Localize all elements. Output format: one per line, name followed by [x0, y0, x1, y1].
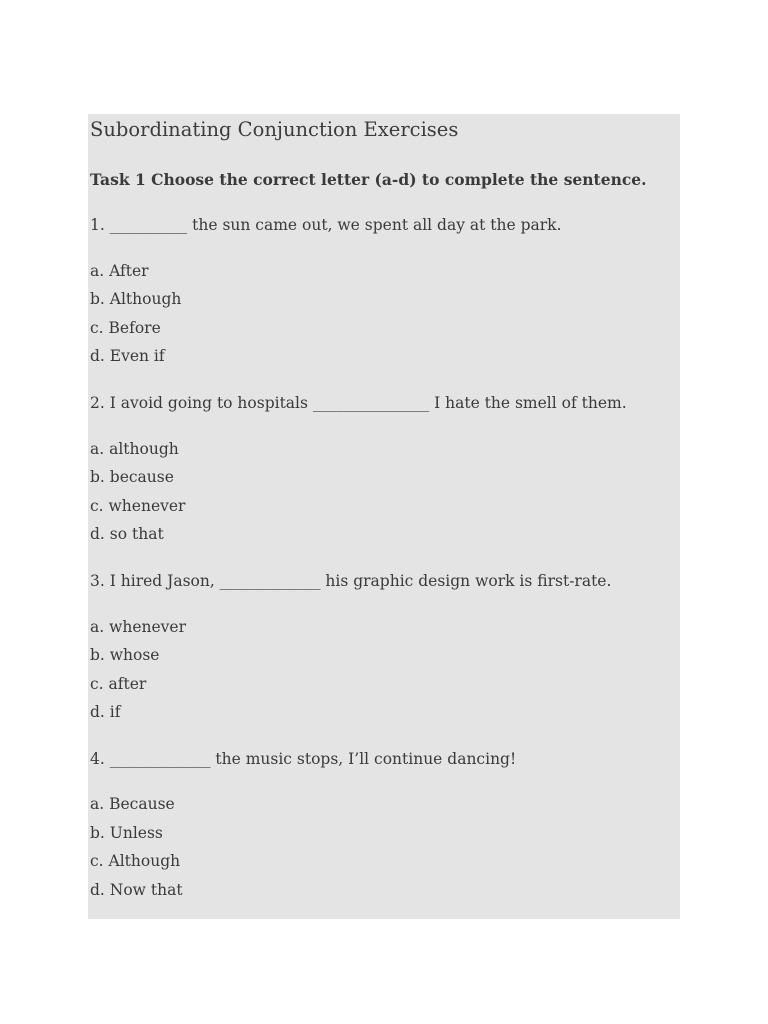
exercise-panel: [88, 114, 680, 919]
question-4-option-c: c. Although: [90, 852, 181, 870]
question-4-option-b: b. Unless: [90, 824, 163, 842]
question-1-option-c: c. Before: [90, 319, 161, 337]
question-4: 4. _____________ the music stops, I’ll continue dancing!: [90, 750, 517, 768]
question-1-option-b: b. Although: [90, 290, 182, 308]
question-2-option-b: b. because: [90, 468, 174, 486]
question-3-option-d: d. if: [90, 703, 121, 721]
question-1: 1. __________ the sun came out, we spent all day at the park.: [90, 216, 562, 234]
question-3-option-a: a. whenever: [90, 618, 187, 636]
question-3-option-c: c. after: [90, 675, 147, 693]
question-3: 3. I hired Jason, _____________ his graphic design work is first-rate.: [90, 572, 612, 590]
question-1-option-a: a. After: [90, 262, 149, 280]
question-1-option-d: d. Even if: [90, 347, 165, 365]
question-4-option-d: d. Now that: [90, 881, 183, 899]
question-2: 2. I avoid going to hospitals _______________ I hate the smell of them.: [90, 394, 627, 412]
page-title: Subordinating Conjunction Exercises: [90, 118, 459, 141]
question-2-option-d: d. so that: [90, 525, 164, 543]
question-4-option-a: a. Because: [90, 795, 175, 813]
question-2-option-c: c. whenever: [90, 497, 186, 515]
question-3-option-b: b. whose: [90, 646, 160, 664]
task-instruction: Task 1 Choose the correct letter (a-d) to complete the sentence.: [90, 170, 647, 189]
question-2-option-a: a. although: [90, 440, 179, 458]
